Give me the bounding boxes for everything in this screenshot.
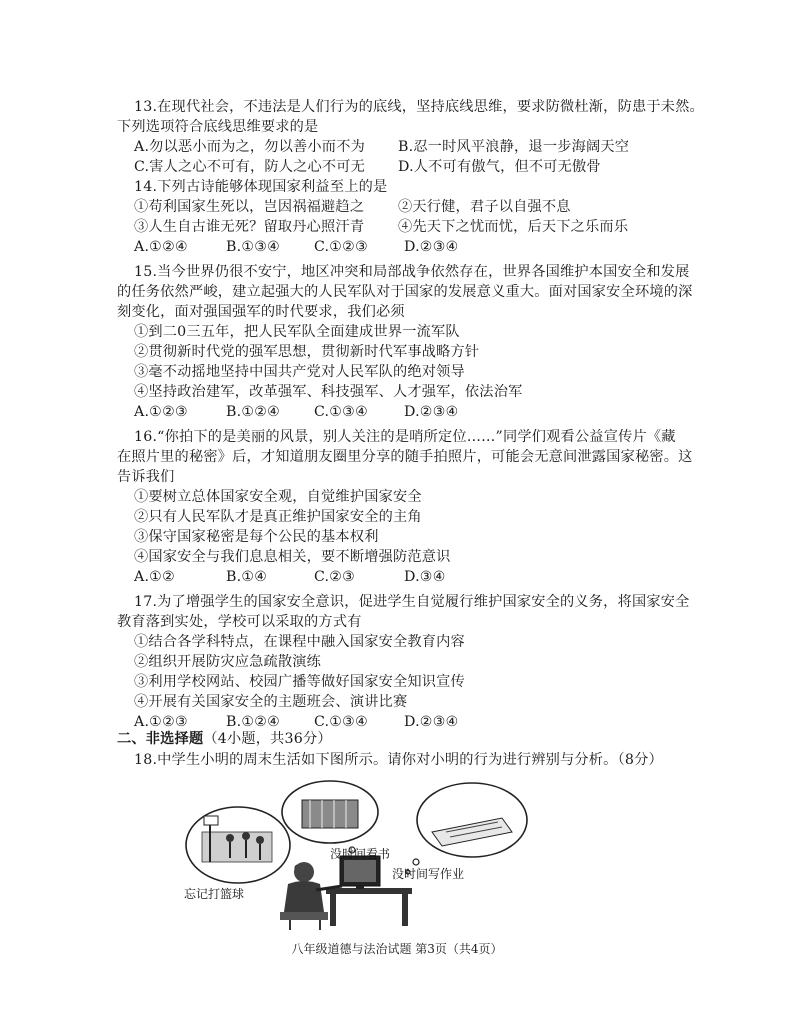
caption-forgot-basketball: 忘记打篮球 — [184, 887, 245, 901]
q17-stem-line2: 教育落到实处，学校可以采取的方式有 — [117, 614, 362, 630]
q13-option-b: B.忍一时风平浪静，退一步海阔天空 — [398, 139, 630, 155]
q14-item-4: ④先天下之忧而忧，后天下之乐而乐 — [398, 219, 629, 235]
q14-stem: 14.下列古诗能够体现国家利益至上的是 — [134, 179, 388, 195]
q17-item-2: ②组织开展防灾应急疏散演练 — [134, 654, 322, 670]
q15-item-2: ②贯彻新时代党的强军思想，贯彻新时代军事战略方针 — [134, 344, 480, 360]
q14-option-b: B.①③④ — [226, 239, 281, 255]
q15-option-d: D.②③④ — [404, 404, 459, 420]
section-heading-title: 二、非选择题 — [117, 731, 204, 747]
weekend-cartoon-illustration — [180, 780, 620, 930]
q16-option-d: D.③④ — [404, 569, 446, 585]
q15-stem-line1: 15.当今世界仍很不安宁，地区冲突和局部战争依然存在，世界各国维护本国安全和发展 — [134, 264, 690, 280]
q14-option-a: A.①②④ — [134, 239, 188, 255]
q17-item-1: ①结合各学科特点，在课程中融入国家安全教育内容 — [134, 634, 465, 650]
q16-item-2: ②只有人民军队才是真正维护国家安全的主角 — [134, 509, 422, 525]
q15-item-4: ④坚持政治建军，改革强军、科技强军、人才强军，依法治军 — [134, 384, 523, 400]
q15-item-1: ①到二0三五年，把人民军队全面建成世界一流军队 — [134, 324, 460, 340]
q13-stem-line2: 下列选项符合底线思维要求的是 — [117, 119, 319, 135]
q14-item-1: ①苟利国家生死以，岂因祸福避趋之 — [134, 199, 365, 215]
caption-no-time-reading: 没时间看书 — [330, 847, 391, 861]
q13-option-d: D.人不可有傲气，但不可无傲骨 — [398, 159, 601, 175]
q16-stem-line3: 告诉我们 — [117, 469, 175, 485]
caption-no-time-homework: 没时间写作业 — [392, 867, 465, 881]
q15-item-3: ③毫不动摇地坚持中国共产党对人民军队的绝对领导 — [134, 364, 465, 380]
q15-option-b: B.①②④ — [226, 404, 281, 420]
section-heading — [117, 729, 332, 749]
q17-option-a: A.①②③ — [134, 714, 188, 730]
q13-option-a: A.勿以恶小而为之，勿以善小而不为 — [134, 139, 365, 155]
q18-stem: 18.中学生小明的周末生活如下图所示。请你对小明的行为进行辨别与分析。（8分） — [134, 752, 663, 768]
q14-item-3: ③人生自古谁无死？留取丹心照汗青 — [134, 219, 365, 235]
q14-option-d: D.②③④ — [404, 239, 459, 255]
q17-item-3: ③利用学校网站、校园广播等做好国家安全知识宣传 — [134, 674, 465, 690]
q17-option-b: B.①②④ — [226, 714, 281, 730]
q14-option-c: C.①②③ — [314, 239, 369, 255]
homework-thought-bubble — [406, 783, 527, 874]
page-footer: 八年级道德与法治试题 第3页（共4页） — [291, 942, 503, 956]
q13-stem-line1: 13.在现代社会，不违法是人们行为的底线，坚持底线思维，要求防微杜渐，防患于未然。 — [134, 99, 704, 115]
q16-stem-line1: 16.“你拍下的是美丽的风景，别人关注的是哨所定位……”同学们观看公益宣传片《藏 — [134, 429, 676, 445]
q16-item-3: ③保守国家秘密是每个公民的基本权利 — [134, 529, 379, 545]
q15-stem-line2: 的任务依然严峻，建立起强大的人民军队对于国家的发展意义重大。面对国家安全环境的深 — [117, 284, 693, 300]
q17-option-d: D.②③④ — [404, 714, 459, 730]
q17-item-4: ④开展有关国家安全的主题班会、演讲比赛 — [134, 694, 408, 710]
q16-stem-line2: 在照片里的秘密》后，才知道朋友圈里分享的随手拍照片，可能会无意间泄露国家秘密。这 — [117, 449, 693, 465]
q17-option-c: C.①③④ — [314, 714, 369, 730]
q17-stem-line1: 17.为了增强学生的国家安全意识，促进学生自觉履行维护国家安全的义务，将国家安全 — [134, 594, 690, 610]
section-heading-note: （4小题，共36分） — [203, 731, 332, 747]
q16-item-4: ④国家安全与我们息息相关，要不断增强防范意识 — [134, 549, 451, 565]
q13-option-c: C.害人之心不可有，防人之心不可无 — [134, 159, 366, 175]
q16-option-a: A.①② — [134, 569, 175, 585]
q14-item-2: ②天行健，君子以自强不息 — [398, 199, 571, 215]
q15-stem-line3: 刻变化，面对强国强军的时代要求，我们必须 — [117, 304, 405, 320]
q16-option-b: B.①④ — [226, 569, 268, 585]
q16-item-1: ①要树立总体国家安全观，自觉维护国家安全 — [134, 489, 422, 505]
q15-option-a: A.①②③ — [134, 404, 188, 420]
q15-option-c: C.①③④ — [314, 404, 369, 420]
q16-option-c: C.②③ — [314, 569, 356, 585]
